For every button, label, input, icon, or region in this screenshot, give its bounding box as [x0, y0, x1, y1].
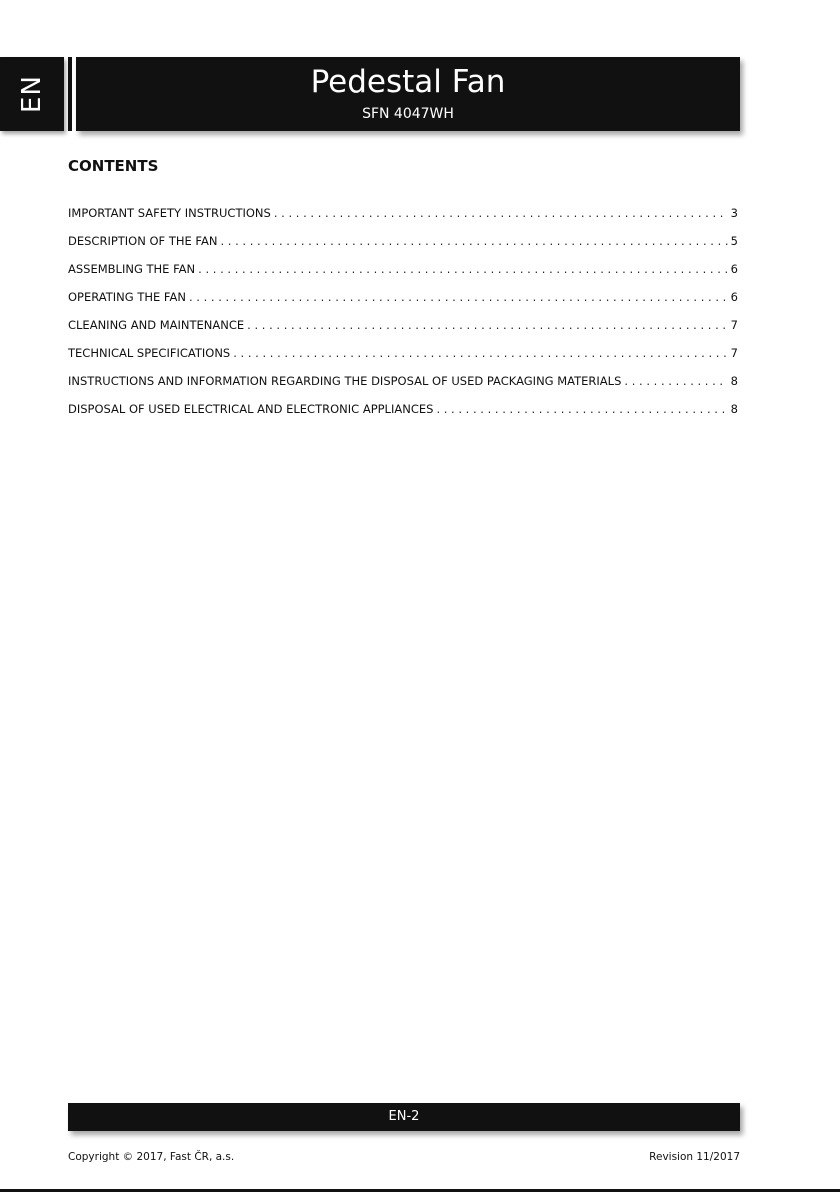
model-number: SFN 4047WH — [362, 106, 454, 122]
toc-item-title: DISPOSAL OF USED ELECTRICAL AND ELECTRONIC APPLIANCES — [68, 402, 434, 416]
toc-leader-dots — [624, 372, 727, 390]
toc-item-page: 7 — [730, 318, 738, 332]
toc-item-page: 6 — [730, 262, 738, 276]
document-title: Pedestal Fan — [310, 64, 506, 100]
toc-item-title: ASSEMBLING THE FAN — [68, 262, 196, 276]
toc-item[interactable] — [68, 372, 738, 400]
toc-item[interactable] — [68, 260, 738, 288]
tab-divider — [68, 57, 72, 131]
language-label: EN — [17, 75, 47, 113]
toc-item-title: INSTRUCTIONS AND INFORMATION REGARDING THE DISPOSAL OF USED PACKAGING MATERIALS — [68, 374, 622, 388]
toc-leader-dots — [274, 204, 728, 222]
table-of-contents — [68, 204, 738, 428]
toc-leader-dots — [436, 400, 727, 418]
toc-leader-dots — [247, 316, 728, 334]
toc-item-page: 3 — [730, 206, 738, 220]
toc-item-title: CLEANING AND MAINTENANCE — [68, 318, 245, 332]
toc-item-page: 8 — [730, 374, 738, 388]
toc-item-title: DESCRIPTION OF THE FAN — [68, 234, 218, 248]
toc-leader-dots — [233, 344, 727, 362]
language-tab — [0, 57, 64, 131]
revision-label: Revision 11/2017 — [649, 1151, 740, 1163]
copyright-notice: Copyright © 2017, Fast ČR, a.s. — [68, 1151, 235, 1163]
page-number: EN-2 — [388, 1109, 420, 1124]
toc-item[interactable] — [68, 400, 738, 428]
toc-item-title: IMPORTANT SAFETY INSTRUCTIONS — [68, 206, 271, 220]
toc-leader-dots — [220, 232, 727, 250]
contents-heading: CONTENTS — [68, 157, 159, 175]
toc-item-page: 7 — [730, 346, 738, 360]
footer-band — [68, 1103, 740, 1131]
toc-item[interactable] — [68, 204, 738, 232]
toc-item[interactable] — [68, 344, 738, 372]
toc-item-page: 6 — [730, 290, 738, 304]
header-band — [76, 57, 740, 131]
toc-item-page: 5 — [730, 234, 738, 248]
toc-leader-dots — [198, 260, 728, 278]
toc-item-page: 8 — [730, 402, 738, 416]
toc-item[interactable] — [68, 316, 738, 344]
toc-item[interactable] — [68, 288, 738, 316]
toc-item[interactable] — [68, 232, 738, 260]
toc-item-title: TECHNICAL SPECIFICATIONS — [68, 346, 231, 360]
toc-leader-dots — [189, 288, 728, 306]
toc-item-title: OPERATING THE FAN — [68, 290, 186, 304]
